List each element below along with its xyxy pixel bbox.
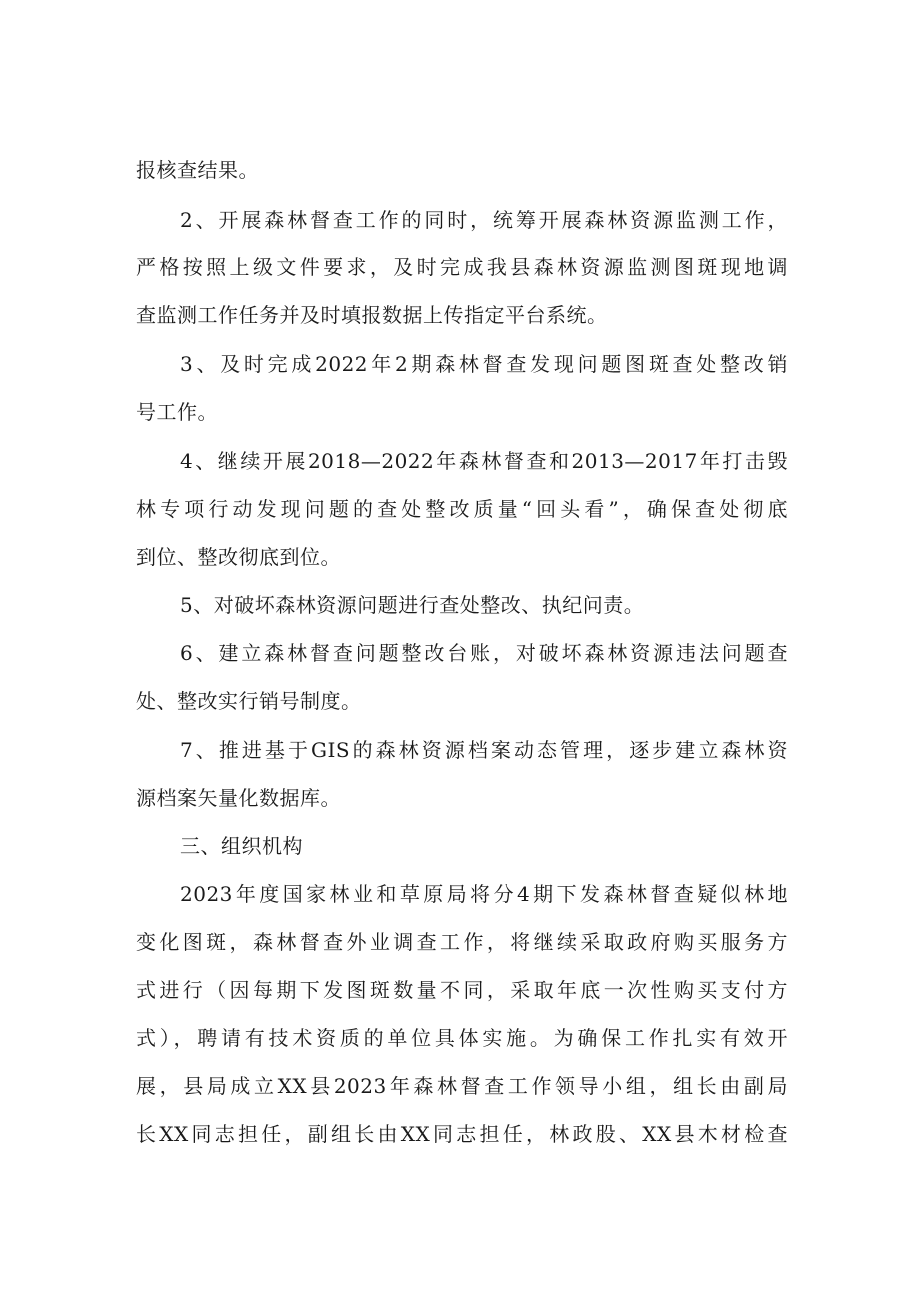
text-line: 查监测工作任务并及时填报数据上传指定平台系统。: [136, 303, 608, 327]
text-line: 源档案矢量化数据库。: [136, 786, 341, 810]
text-line: 4、继续开展2018—2022年森林督查和2013—2017年打击毁: [180, 449, 788, 473]
text-line: 到位、整改彻底到位。: [136, 545, 341, 569]
text-line: 2023年度国家林业和草原局将分4期下发森林督查疑似林地: [180, 882, 788, 906]
text-line: 3、及时完成2022年2期森林督查发现问题图斑查处整改销: [180, 352, 788, 376]
text-line: 5、对破坏森林资源问题进行查处整改、执纪问责。: [180, 593, 645, 617]
text-line: 展，县局成立XX县2023年森林督查工作领导小组，组长由副局: [136, 1074, 788, 1098]
text-line: 林专项行动发现问题的查处整改质量“回头看”，确保查处彻底: [136, 497, 788, 521]
text-line: 7、推进基于GIS的森林资源档案动态管理，逐步建立森林资: [180, 738, 788, 762]
text-line: 式），聘请有技术资质的单位具体实施。为确保工作扎实有效开: [136, 1026, 788, 1050]
section-heading: 三、组织机构: [180, 834, 303, 858]
text-line: 6、建立森林督查问题整改台账，对破坏森林资源违法问题查: [180, 641, 788, 665]
text-line: 变化图斑，森林督查外业调查工作，将继续采取政府购买服务方: [136, 930, 788, 954]
text-line: 2、开展森林督查工作的同时，统筹开展森林资源监测工作，: [180, 208, 788, 232]
text-line: 长XX同志担任，副组长由XX同志担任，林政股、XX县木材检查: [136, 1122, 788, 1146]
text-line: 处、整改实行销号制度。: [136, 689, 362, 713]
text-line: 号工作。: [136, 400, 218, 424]
text-line: 严格按照上级文件要求，及时完成我县森林资源监测图斑现地调: [136, 255, 788, 279]
text-line: 式进行（因每期下发图斑数量不同，采取年底一次性购买支付方: [136, 978, 788, 1002]
text-line: 报核查结果。: [136, 158, 259, 182]
